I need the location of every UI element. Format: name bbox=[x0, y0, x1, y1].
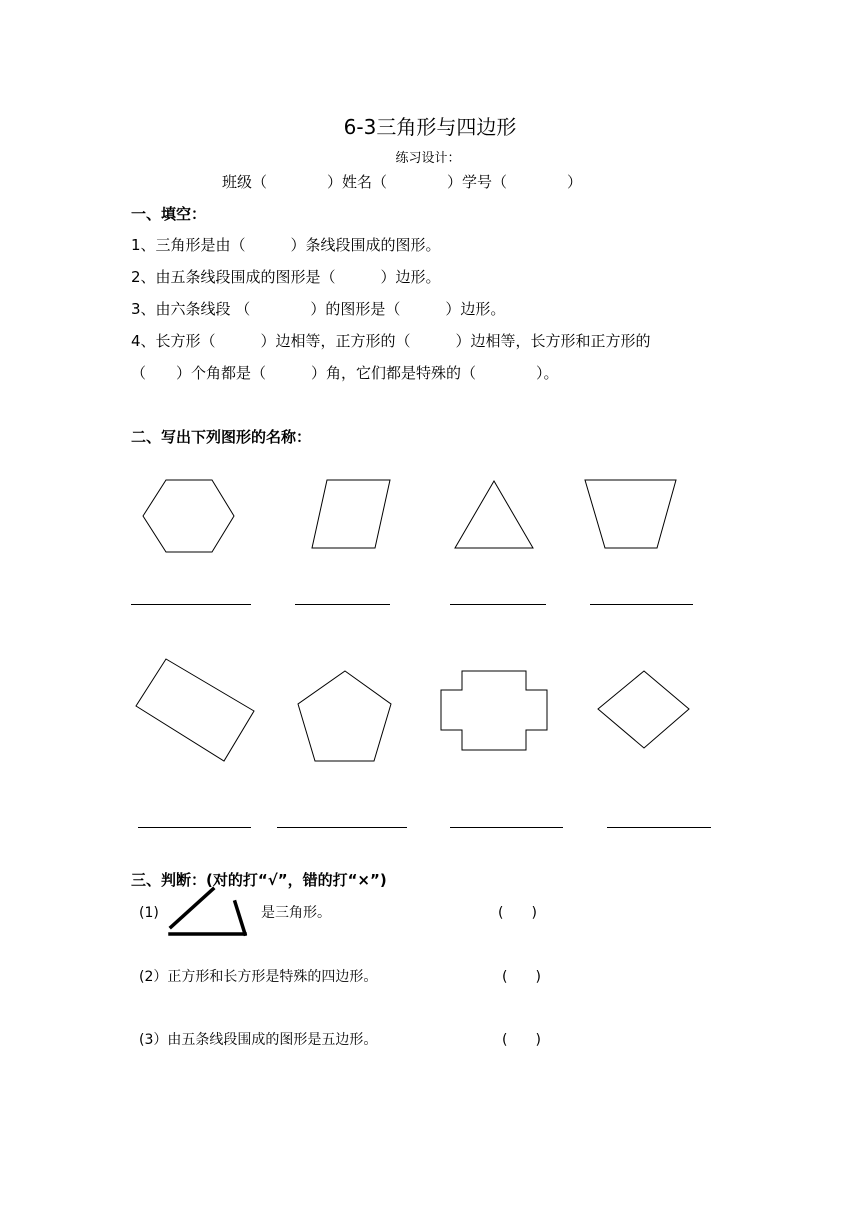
answer-line[interactable] bbox=[590, 604, 693, 605]
question-3: 3、由六条线段 （ ）的图形是（ ）边形。 bbox=[131, 300, 506, 318]
section3-heading: 三、判断：(对的打“√”，错的打“×”) bbox=[131, 871, 387, 889]
open-triangle-left-stroke bbox=[171, 889, 213, 927]
subtitle: 练习设计： bbox=[395, 151, 461, 166]
cross-shape-icon bbox=[441, 671, 547, 750]
answer-line[interactable] bbox=[277, 827, 407, 828]
rectangle-icon bbox=[136, 659, 254, 761]
question-4-line1: 4、长方形（ ）边相等，正方形的（ ）边相等，长方形和正方形的 bbox=[131, 332, 651, 350]
judge-3-answer[interactable]: ( ) bbox=[502, 1032, 541, 1048]
section2-heading: 二、写出下列图形的名称： bbox=[131, 428, 312, 446]
judge-1-answer[interactable]: ( ) bbox=[498, 905, 537, 921]
rhombus-icon bbox=[598, 671, 689, 748]
trapezoid-icon bbox=[585, 480, 676, 548]
judge-3-text: (3）由五条线段围成的图形是五边形。 bbox=[139, 1032, 378, 1048]
question-2: 2、由五条线段围成的图形是（ ）边形。 bbox=[131, 268, 441, 286]
answer-line[interactable] bbox=[450, 827, 563, 828]
triangle-icon bbox=[455, 481, 533, 548]
question-1: 1、三角形是由（ ）条线段围成的图形。 bbox=[131, 236, 441, 254]
class-name-id-line: 班级（ ）姓名（ ）学号（ ） bbox=[222, 173, 583, 191]
answer-line[interactable] bbox=[295, 604, 390, 605]
answer-line[interactable] bbox=[607, 827, 711, 828]
page-title: 6-3三角形与四边形 bbox=[343, 115, 517, 139]
judge-2-answer[interactable]: ( ) bbox=[502, 969, 541, 985]
judge-2-text: (2）正方形和长方形是特殊的四边形。 bbox=[139, 969, 378, 985]
parallelogram-icon bbox=[312, 480, 390, 548]
answer-line[interactable] bbox=[131, 604, 251, 605]
answer-line[interactable] bbox=[450, 604, 546, 605]
open-triangle-right-stroke bbox=[235, 902, 245, 934]
question-4-line2: （ ）个角都是（ ）角，它们都是特殊的（ ）。 bbox=[131, 364, 559, 382]
answer-line[interactable] bbox=[138, 827, 251, 828]
judge-1-number: (1) bbox=[139, 905, 159, 921]
pentagon-icon bbox=[298, 671, 391, 761]
judge-1-text: 是三角形。 bbox=[261, 905, 331, 921]
hexagon-icon bbox=[143, 480, 234, 552]
section1-heading: 一、填空： bbox=[131, 205, 207, 223]
